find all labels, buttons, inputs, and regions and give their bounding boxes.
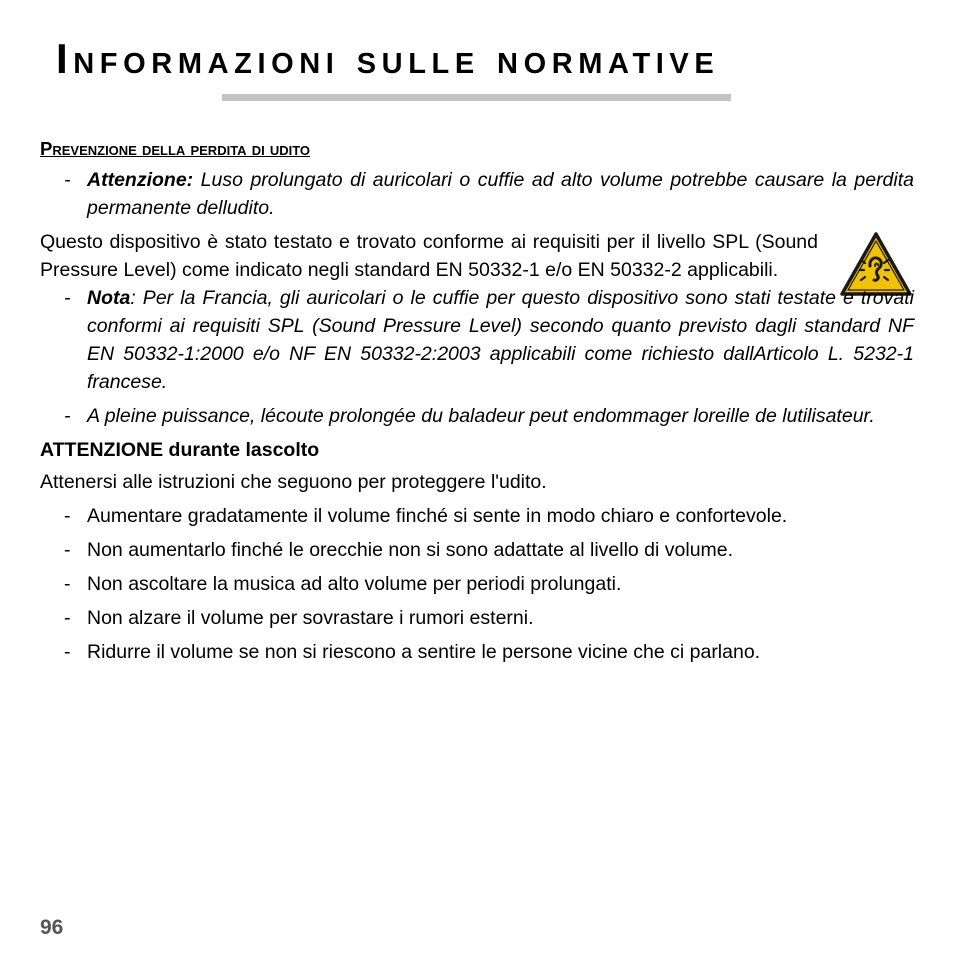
page-content <box>40 135 914 666</box>
list-item <box>40 638 914 666</box>
page-title: Informazioni sulle normative <box>56 35 720 82</box>
french-warning-text: A pleine puissance, lécoute prolongée du baladeur peut endommager loreille de lutilisateur. <box>87 405 875 427</box>
page-number: 96 <box>40 916 64 939</box>
list-item-text: Non aumentarlo finché le orecchie non si sono adattate al livello di volume. <box>87 539 734 561</box>
bullet-dash: - <box>64 607 71 629</box>
bullet-dash: - <box>64 641 71 663</box>
warning-label: Attenzione: <box>87 169 194 191</box>
bullet-dash: - <box>64 539 71 561</box>
bullet-dash: - <box>64 505 71 527</box>
note-label: Nota <box>87 287 131 309</box>
bullet-dash: - <box>64 169 71 191</box>
warning-bullet <box>40 166 914 222</box>
spl-paragraph: Questo dispositivo è stato testato e trovato conforme ai requisiti per il livello SPL (Sound Pressure Level) come indicato negli standard EN 50332-1 e/o EN 50332-2 applicabili. <box>40 231 818 281</box>
list-item <box>40 570 914 598</box>
list-item-text: Non alzare il volume per sovrastare i rumori esterni. <box>87 607 534 629</box>
list-item-text: Aumentare gradatamente il volume finché si sente in modo chiaro e confortevole. <box>87 505 788 527</box>
warning-text: Luso prolungato di auricolari o cuffie ad alto volume potrebbe causare la perdita permanente delludito. <box>87 169 914 219</box>
list-item <box>40 536 914 564</box>
spl-paragraph-block <box>40 228 914 284</box>
list-item-text: Non ascoltare la musica ad alto volume per periodi prolungati. <box>87 573 622 595</box>
note-bullet <box>40 284 914 396</box>
bullet-dash: - <box>64 405 71 427</box>
french-warning-bullet <box>40 402 914 430</box>
note-text: : Per la Francia, gli auricolari o le cuffie per questo dispositivo sono stati testate e trovati conformi ai requisiti SPL (Sound Pressure Level) secondo quanto previsto dagli standard NF EN 50332-1:2000 e/o NF EN 50332-2:2003 applicabili come richiesto dallArticolo L. 5232-1 francese. <box>87 287 914 393</box>
list-item <box>40 604 914 632</box>
title-underline-rule <box>222 94 731 101</box>
listening-intro: Attenersi alle istruzioni che seguono per proteggere l'udito. <box>40 471 547 493</box>
list-item <box>40 502 914 530</box>
list-item-text: Ridurre il volume se non si riescono a sentire le persone vicine che ci parlano. <box>87 641 761 663</box>
bullet-dash: - <box>64 287 71 309</box>
bullet-dash: - <box>64 573 71 595</box>
section-heading: Prevenzione della perdita di udito <box>40 138 311 159</box>
listening-heading: ATTENZIONE durante lascolto <box>40 439 320 461</box>
